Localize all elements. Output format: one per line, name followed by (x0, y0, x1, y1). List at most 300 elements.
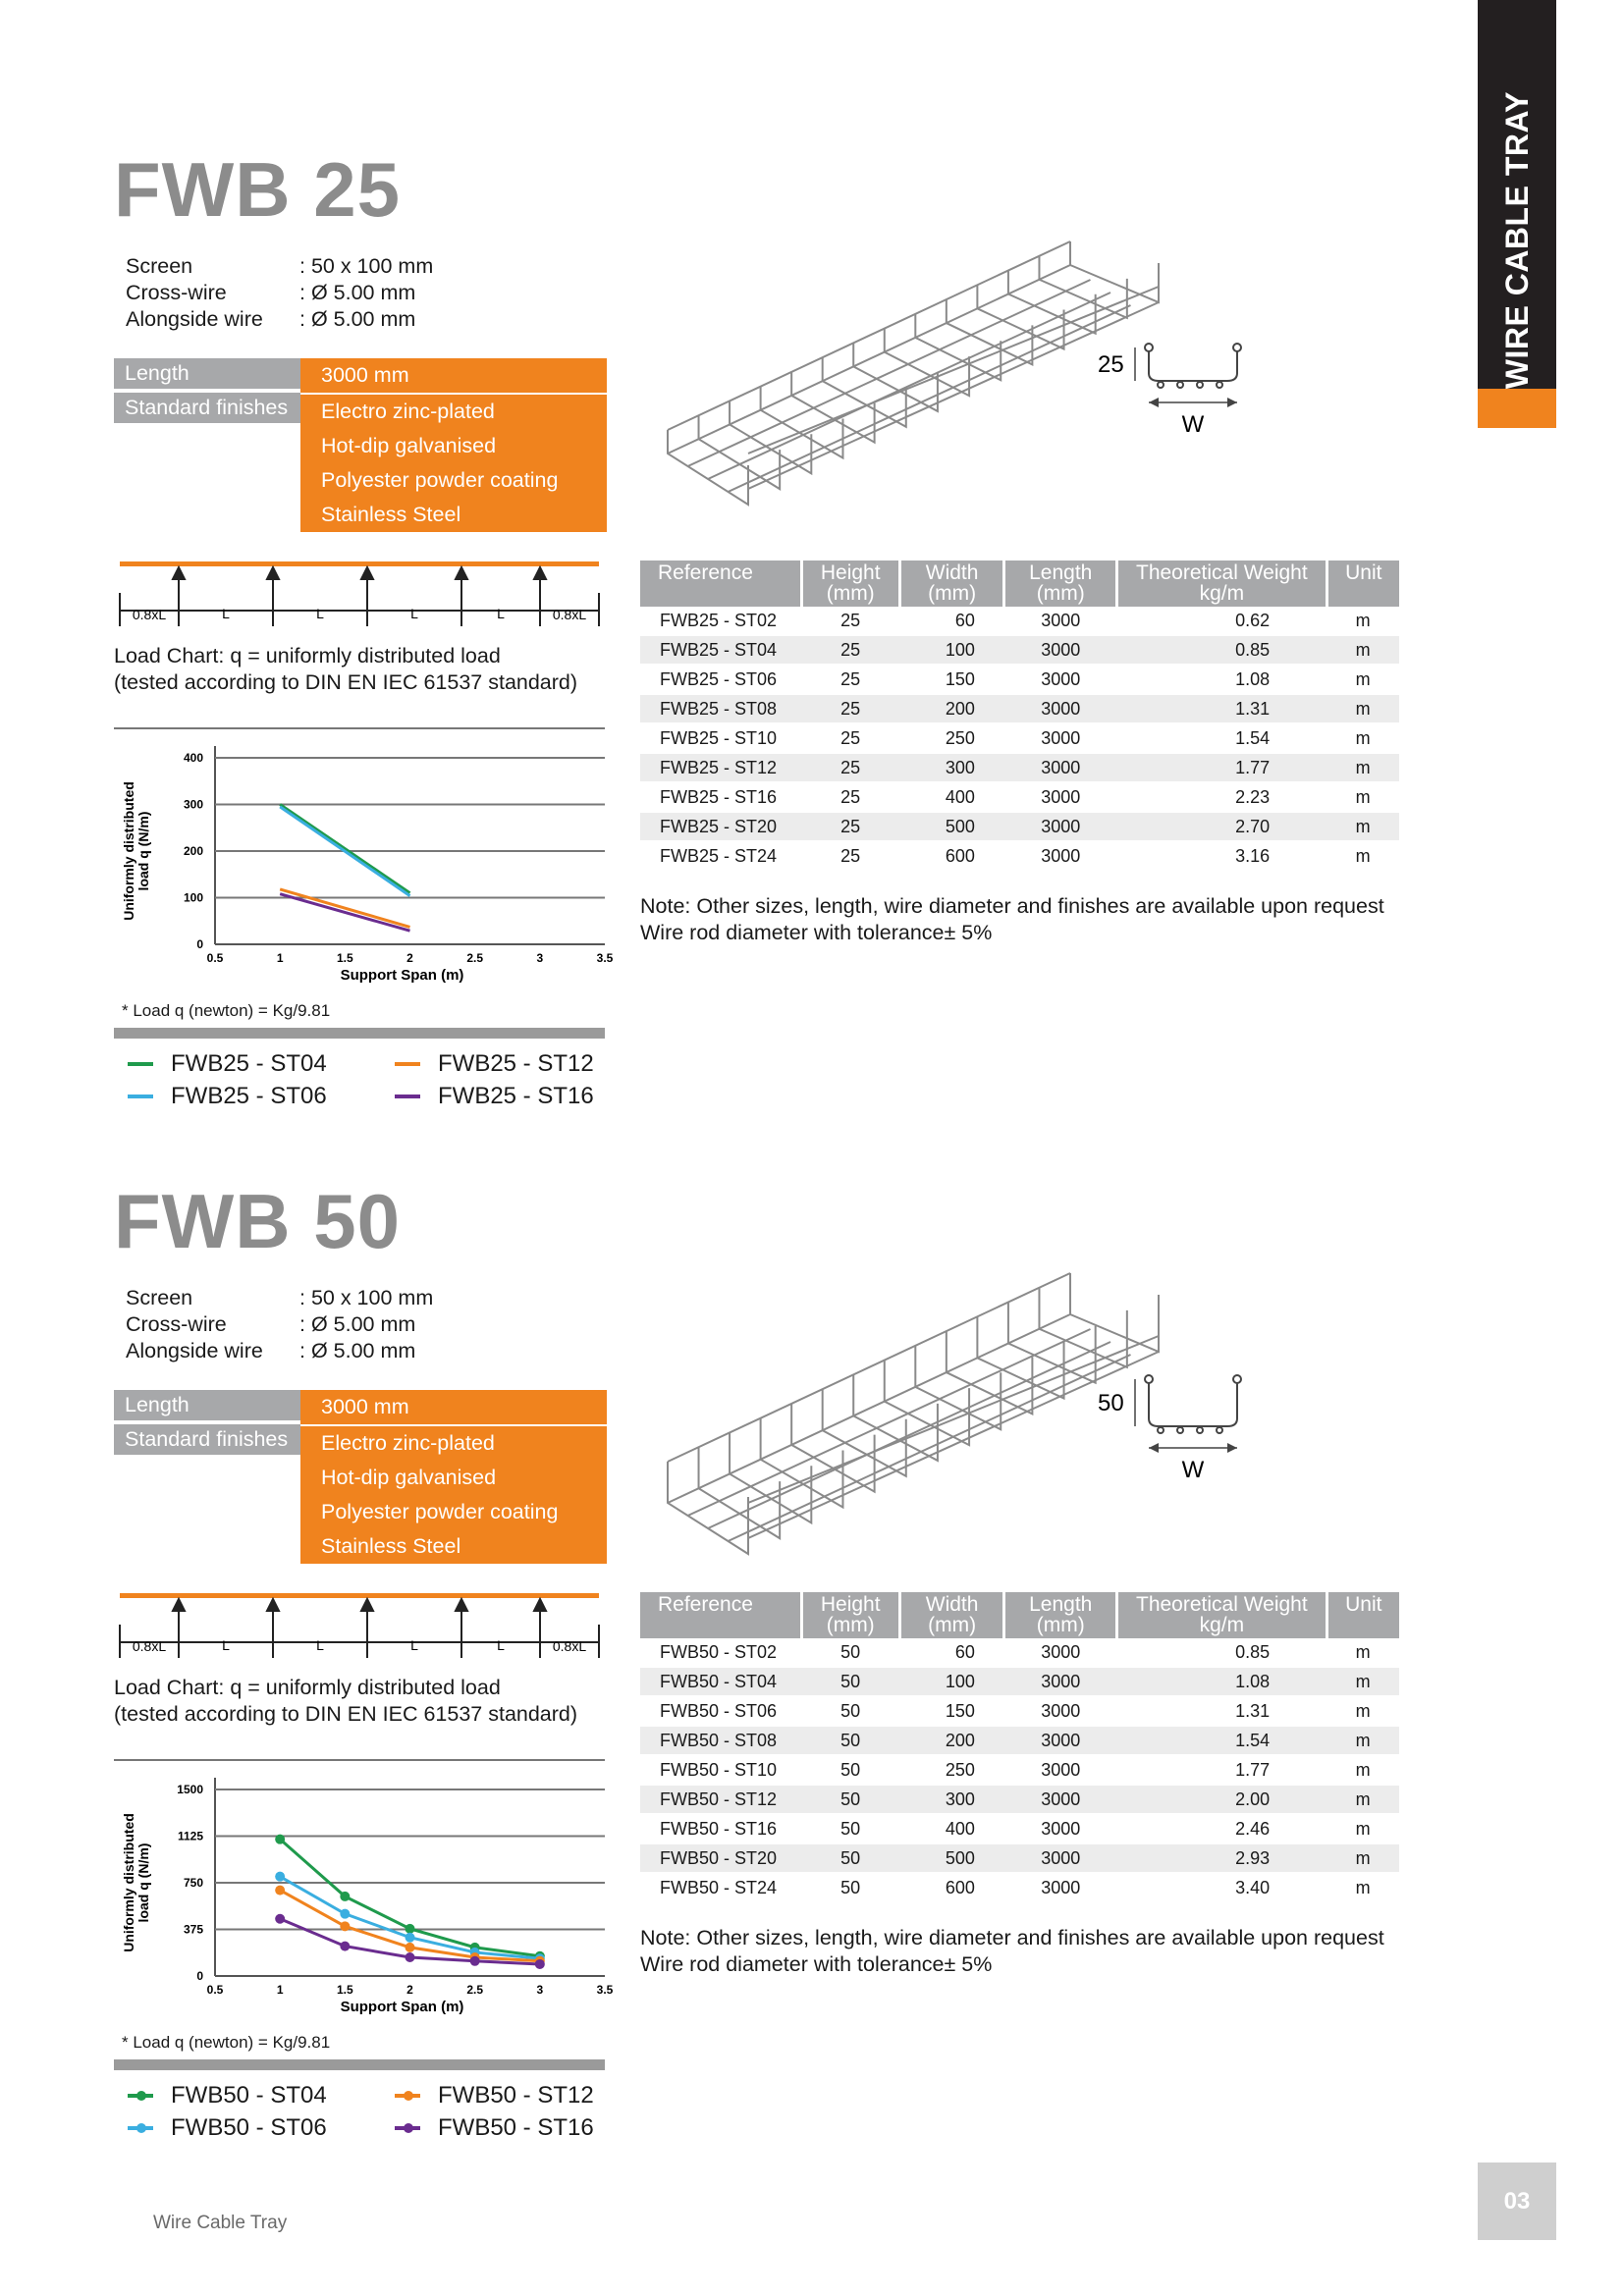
beam-label: L (222, 606, 230, 621)
footnote: * Load q (newton) = Kg/9.81 (122, 2033, 331, 2052)
table-cell: 2.00 (1117, 1785, 1327, 1814)
table-cell: 3000 (1004, 1785, 1117, 1814)
tray-profile (1149, 1383, 1237, 1426)
tray-rail (748, 302, 1159, 489)
spec-key: Cross-wire (126, 281, 227, 304)
chart-caption (114, 643, 577, 696)
table-cell: 1.08 (1117, 1667, 1327, 1696)
data-point (406, 1933, 415, 1943)
tray-bottom-wire (708, 1342, 1110, 1528)
table-cell: m (1326, 1843, 1399, 1873)
page-number-box (1478, 2163, 1556, 2240)
table-cell: FWB50 - ST24 (640, 1873, 801, 1902)
tray-rail (668, 241, 1070, 430)
x-tick-label: 3.5 (596, 951, 614, 965)
table-cell: 2.70 (1117, 812, 1327, 841)
table-row (640, 812, 1399, 841)
table-cell: 600 (899, 841, 1004, 871)
header-line: (mm) (928, 1614, 977, 1636)
data-point (275, 1835, 285, 1844)
height-label: 25 (1098, 351, 1124, 378)
tray-rail (668, 265, 1070, 454)
table-row (640, 1873, 1399, 1902)
tray-cross-wire (853, 1374, 938, 1461)
legend-label: FWB50 - ST16 (438, 2114, 594, 2141)
table-cell: 3.40 (1117, 1873, 1327, 1902)
table-cell: m (1326, 753, 1399, 782)
table-cell: 3000 (1004, 1755, 1117, 1785)
height-label: 50 (1098, 1390, 1124, 1416)
header-line: Reference (658, 561, 753, 584)
spec-row (126, 1285, 433, 1311)
table-cell: m (1326, 1667, 1399, 1696)
data-point (470, 1956, 480, 1966)
header-line: kg/m (1199, 1614, 1245, 1636)
table-cell: FWB25 - ST06 (640, 665, 801, 694)
section-title: FWB 50 (114, 1178, 402, 1264)
spec-row (126, 1311, 433, 1338)
data-point (406, 1952, 415, 1962)
table-cell: FWB50 - ST02 (640, 1638, 801, 1667)
table-cell: 1.54 (1117, 723, 1327, 753)
y-tick-label: 0 (196, 937, 203, 951)
table-cell: 2.46 (1117, 1814, 1327, 1843)
table-cell: 500 (899, 812, 1004, 841)
spec-value: : 50 x 100 mm (299, 1286, 434, 1309)
legend-label: FWB50 - ST04 (171, 2082, 327, 2109)
finish-item: Polyester powder coating (321, 468, 559, 492)
table-header (899, 561, 1004, 607)
table-cell: 200 (899, 694, 1004, 723)
legend-marker (136, 2123, 146, 2133)
legend-item (395, 2082, 594, 2109)
note-line: Note: Other sizes, length, wire diameter and finishes are available upon request (640, 894, 1384, 918)
table-cell: m (1326, 1814, 1399, 1843)
table-cell: 3000 (1004, 753, 1117, 782)
beam-label: L (497, 1637, 505, 1653)
table-cell: 25 (801, 635, 899, 665)
spec-row (126, 253, 433, 280)
x-tick-label: 3 (536, 951, 544, 965)
beam-label: 0.8xL (132, 607, 167, 622)
table-row (640, 782, 1399, 812)
table-cell: 2.93 (1117, 1843, 1327, 1873)
spec-row (126, 280, 433, 306)
beam-label: L (316, 1637, 324, 1653)
table-cell: 3000 (1004, 782, 1117, 812)
x-tick-label: 3.5 (596, 1983, 614, 1997)
tray-profile-wire (1158, 382, 1164, 388)
table-cell: 150 (899, 1696, 1004, 1726)
table-cell: m (1326, 1873, 1399, 1902)
tray-profile-wire (1233, 1375, 1241, 1383)
table-cell: 3000 (1004, 635, 1117, 665)
data-point (275, 1914, 285, 1924)
legend-marker (404, 2123, 413, 2133)
table-body (640, 607, 1399, 871)
note-line: Note: Other sizes, length, wire diameter and finishes are available upon request (640, 1926, 1384, 1949)
table-header-row (640, 561, 1399, 607)
table-cell: 0.85 (1117, 635, 1327, 665)
table-header (1117, 1592, 1327, 1638)
table-cell: 50 (801, 1755, 899, 1785)
legend-item (395, 2114, 594, 2142)
beam-label: L (410, 1637, 418, 1653)
finish-item: Electro zinc-plated (321, 1431, 495, 1455)
spec-key: Screen (126, 1286, 193, 1309)
tray-bottom-wire (708, 293, 1110, 479)
tray-profile-wire (1145, 344, 1153, 351)
table-cell: m (1326, 1726, 1399, 1755)
finish-item: Polyester powder coating (321, 1500, 559, 1523)
table-row (640, 1667, 1399, 1696)
table-cell: FWB25 - ST12 (640, 753, 801, 782)
table-row (640, 607, 1399, 635)
table-cell: 50 (801, 1726, 899, 1755)
table-cell: 50 (801, 1814, 899, 1843)
finish-item: Stainless Steel (321, 503, 461, 526)
table-row (640, 723, 1399, 753)
table-cell: 25 (801, 841, 899, 871)
table-cell: 1.31 (1117, 1696, 1327, 1726)
beam-label: L (497, 606, 505, 621)
tray-cross-wire (977, 285, 1063, 348)
spec-list (126, 1285, 433, 1364)
tray-bottom-wire (688, 280, 1091, 466)
table-cell: 25 (801, 753, 899, 782)
table-row (640, 635, 1399, 665)
spec-value: : 50 x 100 mm (299, 254, 434, 278)
data-point (406, 1943, 415, 1952)
table-cell: 60 (899, 1638, 1004, 1667)
tray-cross-wire (915, 314, 1001, 380)
table-cell: 3000 (1004, 1696, 1117, 1726)
note (640, 893, 1384, 946)
table-cell: 50 (801, 1843, 899, 1873)
tray-cross-wire (977, 1316, 1063, 1398)
table-cell: m (1326, 1755, 1399, 1785)
beam-label: 0.8xL (132, 1638, 167, 1654)
tray-illustration (668, 1265, 1257, 1545)
legend-swatch (395, 2126, 420, 2130)
table-cell: FWB25 - ST04 (640, 635, 801, 665)
x-tick-label: 1.5 (336, 951, 353, 965)
header-line: (mm) (1036, 1614, 1085, 1636)
table-header (1004, 1592, 1117, 1638)
table-cell: 150 (899, 665, 1004, 694)
header-line: (mm) (826, 582, 875, 605)
footnote: * Load q (newton) = Kg/9.81 (122, 1001, 331, 1020)
header-line: Height (820, 1593, 881, 1616)
tray-bottom-wire (729, 305, 1131, 492)
series-line (280, 889, 409, 927)
table-cell: 200 (899, 1726, 1004, 1755)
table-cell: FWB25 - ST16 (640, 782, 801, 812)
spec-row (126, 306, 433, 333)
data-point (275, 1872, 285, 1882)
y-tick-label: 750 (183, 1876, 203, 1890)
table-cell: 50 (801, 1873, 899, 1902)
table-cell: m (1326, 1785, 1399, 1814)
y-axis-label (121, 781, 151, 921)
legend-divider (114, 2059, 605, 2070)
header-line: Height (820, 561, 881, 584)
table-header (640, 561, 801, 607)
finishes-label: Standard finishes (114, 393, 300, 423)
table-cell: 0.62 (1117, 607, 1327, 635)
note-line: Wire rod diameter with tolerance± 5% (640, 921, 993, 944)
header-line: Theoretical Weight (1136, 1593, 1308, 1616)
spec-value: : Ø 5.00 mm (299, 1312, 416, 1336)
legend-label: FWB50 - ST06 (171, 2114, 327, 2141)
table-cell: 25 (801, 665, 899, 694)
table-cell: m (1326, 665, 1399, 694)
table-cell: FWB25 - ST02 (640, 607, 801, 635)
caption-line: (tested according to DIN EN IEC 61537 standard) (114, 1702, 578, 1726)
y-tick-label: 300 (183, 797, 203, 812)
header-line: Unit (1345, 561, 1382, 584)
caption-line: Load Chart: q = uniformly distributed load (114, 1676, 501, 1699)
width-label: W (1181, 411, 1205, 438)
caption-line: Load Chart: q = uniformly distributed load (114, 644, 501, 667)
tray-cross-section (1145, 344, 1241, 388)
x-tick-label: 0.5 (206, 951, 224, 965)
spec-value: : Ø 5.00 mm (299, 307, 416, 331)
y-axis-label-line: Uniformly distributed (121, 781, 136, 921)
tray-profile-wire (1158, 1427, 1164, 1433)
table-header (1326, 1592, 1399, 1638)
table-cell: 1.77 (1117, 1755, 1327, 1785)
legend-swatch (128, 2126, 153, 2130)
data-point (406, 1924, 415, 1934)
width-label: W (1181, 1457, 1205, 1483)
tray-cross-wire (1070, 241, 1159, 302)
y-tick-label: 0 (196, 1969, 203, 1983)
legend-label: FWB25 - ST16 (438, 1083, 594, 1109)
spec-table (640, 561, 1399, 872)
table-cell: FWB25 - ST20 (640, 812, 801, 841)
x-tick-label: 2.5 (466, 1983, 484, 1997)
beam-label: 0.8xL (552, 1638, 587, 1654)
table-cell: 50 (801, 1638, 899, 1667)
spec-table (640, 1592, 1399, 1903)
section-title: FWB 25 (114, 146, 402, 233)
y-tick-label: 1500 (177, 1783, 203, 1796)
header-line: Length (1029, 561, 1093, 584)
tray-profile-wire (1197, 382, 1203, 388)
table-row (640, 1814, 1399, 1843)
table-cell: FWB50 - ST06 (640, 1696, 801, 1726)
table-cell: 3000 (1004, 841, 1117, 871)
data-point (340, 1909, 350, 1919)
table-cell: 1.77 (1117, 753, 1327, 782)
table-cell: 60 (899, 607, 1004, 635)
y-axis-label-line: Uniformly distributed (121, 1813, 136, 1952)
x-axis-label: Support Span (m) (340, 1999, 464, 2015)
data-point (340, 1921, 350, 1931)
table-cell: 3000 (1004, 1726, 1117, 1755)
length-value: 3000 mm (300, 358, 607, 395)
tray-cross-wire (668, 1462, 748, 1554)
legend-marker (404, 2091, 413, 2101)
table-cell: 600 (899, 1873, 1004, 1902)
table-cell: 3000 (1004, 1843, 1117, 1873)
y-tick-label: 1125 (177, 1829, 203, 1843)
wire-tray (668, 1273, 1159, 1554)
table-row (640, 1843, 1399, 1873)
finish-values (300, 1390, 607, 1564)
tray-cross-section (1145, 1375, 1241, 1433)
tray-cross-wire (1070, 1273, 1159, 1352)
table-cell: 50 (801, 1785, 899, 1814)
chart-caption (114, 1675, 577, 1728)
caption-line: (tested according to DIN EN IEC 61537 standard) (114, 670, 578, 694)
load-chart (114, 1760, 614, 2030)
y-tick-label: 200 (183, 844, 203, 858)
finish-item: Hot-dip galvanised (321, 434, 497, 457)
table-cell: FWB25 - ST08 (640, 694, 801, 723)
table-cell: 25 (801, 694, 899, 723)
data-point (340, 1942, 350, 1951)
data-point (535, 1959, 545, 1969)
x-tick-label: 2.5 (466, 951, 484, 965)
table-body (640, 1638, 1399, 1902)
header-line: (mm) (826, 1614, 875, 1636)
legend-item (128, 2082, 327, 2109)
table-cell: 3000 (1004, 1638, 1117, 1667)
tray-profile-wire (1217, 1427, 1222, 1433)
side-tab-label: WIRE CABLE TRAY (1498, 90, 1535, 389)
table-cell: 250 (899, 723, 1004, 753)
finishes-label: Standard finishes (114, 1424, 300, 1455)
length-label: Length (114, 358, 300, 389)
length-label: Length (114, 1390, 300, 1420)
table-row (640, 1638, 1399, 1667)
table-cell: 100 (899, 1667, 1004, 1696)
header-line: (mm) (928, 582, 977, 605)
y-axis-label (121, 1813, 151, 1952)
table-cell: 50 (801, 1667, 899, 1696)
x-tick-label: 0.5 (206, 1983, 224, 1997)
table-cell: FWB50 - ST08 (640, 1726, 801, 1755)
table-cell: 3.16 (1117, 841, 1327, 871)
header-line: Length (1029, 1593, 1093, 1616)
header-line: Reference (658, 1593, 753, 1616)
x-tick-label: 2 (406, 1983, 413, 1997)
beam-label: 0.8xL (552, 607, 587, 622)
spec-key: Cross-wire (126, 1312, 227, 1336)
spec-key: Alongside wire (126, 1339, 263, 1362)
table-cell: 25 (801, 782, 899, 812)
table-cell: 3000 (1004, 812, 1117, 841)
spec-list (126, 253, 433, 333)
legend-swatch (395, 2094, 420, 2098)
spec-value: : Ø 5.00 mm (299, 281, 416, 304)
page-number: 03 (1503, 2187, 1531, 2215)
legend-marker (136, 2091, 146, 2101)
finish-labels (114, 1390, 300, 1459)
note (640, 1925, 1384, 1978)
table-cell: 25 (801, 812, 899, 841)
header-line: Unit (1345, 1593, 1382, 1616)
table-row (640, 1785, 1399, 1814)
header-line: Width (925, 1593, 979, 1616)
load-chart (114, 728, 614, 998)
tray-rail (748, 1336, 1159, 1503)
table-cell: 250 (899, 1755, 1004, 1785)
table-cell: FWB50 - ST12 (640, 1785, 801, 1814)
table-cell: 300 (899, 753, 1004, 782)
legend-swatch (128, 2094, 153, 2098)
table-cell: 3000 (1004, 1814, 1117, 1843)
legend-label: FWB25 - ST04 (171, 1050, 327, 1077)
table-cell: FWB50 - ST16 (640, 1814, 801, 1843)
legend-label: FWB50 - ST12 (438, 2082, 594, 2109)
table-cell: FWB25 - ST10 (640, 723, 801, 753)
beam-label: L (410, 606, 418, 621)
table-cell: 25 (801, 723, 899, 753)
table-header (1326, 561, 1399, 607)
table-header (899, 1592, 1004, 1638)
table-cell: m (1326, 812, 1399, 841)
y-tick-label: 375 (183, 1922, 203, 1937)
data-point (275, 1886, 285, 1896)
tray-profile (1149, 351, 1237, 381)
spec-row (126, 1338, 433, 1364)
x-tick-label: 1 (276, 951, 284, 965)
x-tick-label: 1 (276, 1983, 284, 1997)
tray-cross-wire (1039, 256, 1126, 318)
table-cell: m (1326, 635, 1399, 665)
footer-text: Wire Cable Tray (153, 2213, 288, 2233)
legend-label: FWB25 - ST12 (438, 1050, 594, 1077)
table-cell: 400 (899, 782, 1004, 812)
table-cell: m (1326, 1638, 1399, 1667)
y-tick-label: 100 (183, 890, 203, 905)
beam-diagram (114, 556, 605, 635)
finish-item: Hot-dip galvanised (321, 1466, 497, 1489)
tray-rail (668, 1314, 1070, 1503)
header-line: (mm) (1036, 582, 1085, 605)
table-row (640, 665, 1399, 694)
table-cell: FWB50 - ST20 (640, 1843, 801, 1873)
table-cell: 3000 (1004, 607, 1117, 635)
table-cell: FWB50 - ST04 (640, 1667, 801, 1696)
spec-key: Screen (126, 254, 193, 278)
table-cell: 3000 (1004, 665, 1117, 694)
legend-item (128, 2114, 327, 2142)
beam-label: L (222, 1637, 230, 1653)
table-header (1004, 561, 1117, 607)
tray-profile-wire (1177, 1427, 1183, 1433)
table-cell: m (1326, 782, 1399, 812)
table-cell: 1.31 (1117, 694, 1327, 723)
tray-cross-wire (885, 1361, 969, 1445)
tray-profile-wire (1177, 382, 1183, 388)
section-fwb50 (0, 1032, 1624, 2141)
finish-item: Electro zinc-plated (321, 400, 495, 423)
tray-rail (748, 1352, 1159, 1538)
data-point (340, 1892, 350, 1901)
y-axis-label-line: load q (N/m) (135, 1842, 151, 1923)
beam-label: L (316, 606, 324, 621)
table-header-row (640, 1592, 1399, 1638)
tray-cross-wire (1008, 1303, 1096, 1383)
spec-value: : Ø 5.00 mm (299, 1339, 416, 1362)
series-line (280, 805, 409, 893)
tray-profile-wire (1197, 1427, 1203, 1433)
table-cell: 400 (899, 1814, 1004, 1843)
